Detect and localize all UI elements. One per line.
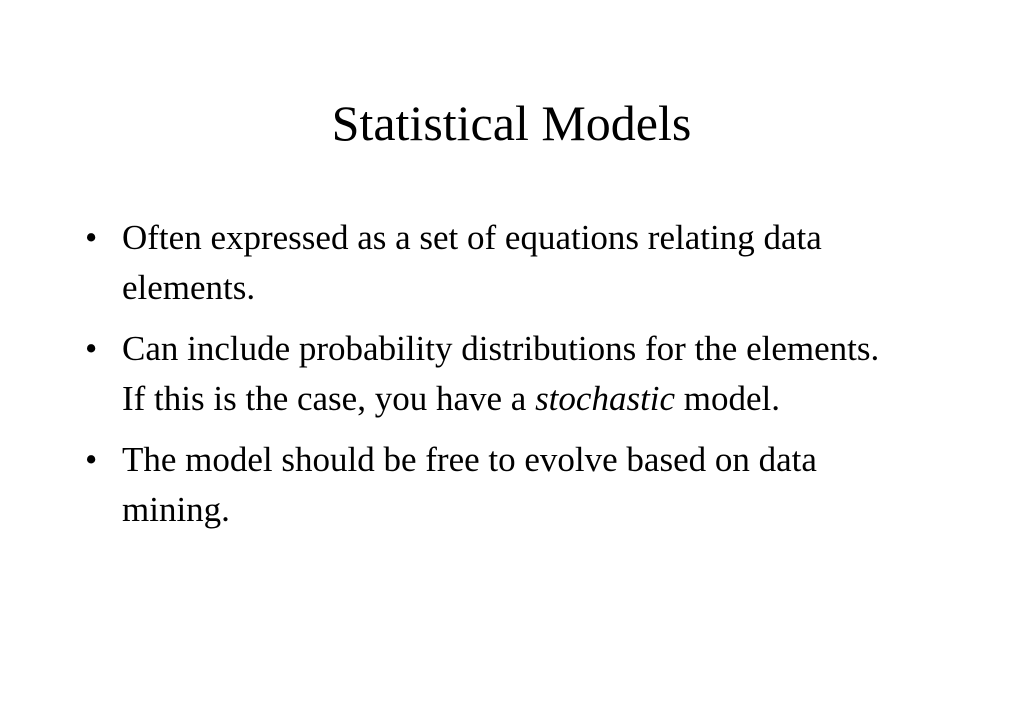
bullet-text: Often expressed as a set of equations relating data elements.: [122, 218, 822, 307]
bullet-marker: •: [85, 440, 98, 479]
bullet-item: [85, 324, 905, 424]
bullet-text-after: model.: [675, 379, 781, 418]
bullet-text-before: Can include probability distributions for the elements. If this is the case, you have a: [122, 329, 880, 418]
emphasized-term: stochastic: [535, 379, 676, 418]
bullet-list: [85, 213, 905, 546]
bullet-item: [85, 435, 905, 535]
bullet-text: [122, 324, 905, 424]
slide-title: Statistical Models: [331, 95, 692, 151]
bullet-marker: •: [85, 329, 98, 368]
bullet-item: [85, 213, 905, 313]
bullet-marker: •: [85, 218, 98, 257]
bullet-text: The model should be free to evolve based on data mining.: [122, 440, 817, 529]
